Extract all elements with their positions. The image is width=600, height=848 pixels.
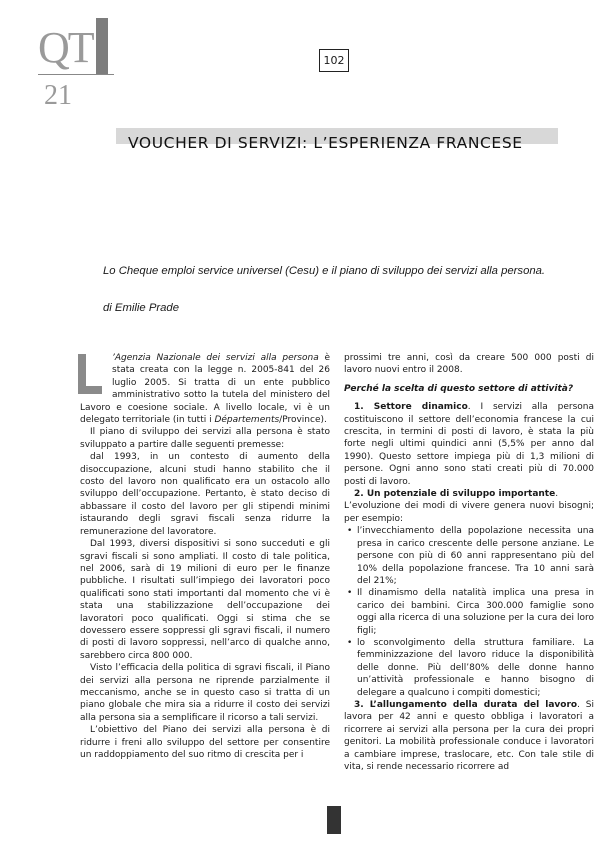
paragraph: L’obiettivo del Piano dei servizi alla persona è di ridurre i freni allo sviluppo del settore per consentire un raddoppiamento del suo ritmo di crescita per i bbox=[80, 725, 330, 760]
article-subtitle: Lo Cheque emploi service universel (Cesu) e il piano di sviluppo dei servizi alla persona. bbox=[103, 265, 546, 277]
dropcap bbox=[78, 354, 108, 396]
list-item: • l’invecchiamento della popolazione necessita una presa in carico crescente delle persone anziane. Le persone con più di 60 anni rappresentano più del 10% della popolazione francese. Tra 10 anni sarà del 21%; bbox=[357, 525, 594, 587]
header-bar-decoration bbox=[96, 18, 108, 74]
numbered-item bbox=[344, 699, 594, 773]
paragraph-text: è stata creata con la legge n. 2005-841 del 26 luglio 2005. Si tratta di un ente pubblico amministrativo sotto la tutela del ministero del Lavoro e coesione sociale. A livello locale, vi è un delegato territoriale (in tutti i bbox=[80, 353, 331, 426]
section-question: Perché la scelta di questo settore di attività? bbox=[344, 383, 574, 394]
text-column-left bbox=[80, 352, 330, 761]
article-author: di Emilie Prade bbox=[103, 302, 179, 314]
item-label: 2. Un potenziale di sviluppo importante bbox=[354, 489, 556, 500]
series-logo: QT bbox=[38, 23, 93, 72]
list-item: • Il dinamismo della natalità implica una presa in carico dei bambini. Circa 300.000 famiglie sono oggi alla ricerca di una soluzione per la cura dei loro figli; bbox=[357, 587, 594, 637]
agency-name: ’Agenzia Nazionale dei servizi alla persona bbox=[112, 353, 319, 363]
article-title: VOUCHER DI SERVIZI: L’ESPERIENZA FRANCESE bbox=[128, 134, 523, 152]
text-column-right bbox=[344, 352, 594, 773]
paragraph: Visto l’efficacia della politica di sgravi fiscali, il Piano dei servizi alla persona ne riprende parzialmente il meccanismo, anche se in questo caso si tratta di un piano globale che mira sia a ridurre il costo dei servizi alla persona sia a semplificare il ricorso a tali servizi. bbox=[80, 663, 330, 723]
paragraph: Dal 1993, diversi dispositivi si sono succeduti e gli sgravi fiscali si sono ampliati. Il costo di tale politica, nel 2006, sarà di 19 milioni di euro per le finanze pubbliche. I risultati sull’impiego dei lavoratori poco qualificati sono stati importanti dal momento che vi è stata una stabilizzazione dell’occupazione dei lavoratori poco qualificati. Oggi si stima che se dovessero essere soppressi gli sgravi fiscali, il numero di posti di lavoro soppressi, nell’arco di qualche anno, sarebbero circa 800 000. bbox=[80, 539, 330, 661]
paragraph: Il piano di sviluppo dei servizi alla persona è stato sviluppato a partire dalle seguenti premesse: bbox=[80, 427, 330, 450]
item-label: 3. L’allungamento della durata del lavoro bbox=[354, 699, 578, 710]
item-text: . I servizi alla persona costituiscono il settore dell’economia francese la cui crescita, in termini di posti di lavoro, è stata la più forte negli ultimi quindici anni (5,5% per anno dal 1990). Questo settore impiega più di 1,3 milioni di persone. Ogni anno sono stati creati più di 70.000 posti di lavoro. bbox=[344, 402, 594, 487]
header-rule bbox=[38, 74, 114, 75]
paragraph bbox=[80, 352, 330, 426]
paragraph: dal 1993, in un contesto di aumento della disoccupazione, alcuni studi hanno stabilito che il costo del lavoro non qualificato era un ostacolo allo sviluppo dell’occupazione. Pertanto, è stato deciso di abbassare il costo del lavoro per gli stipendi minimi istaurando degli sgravi fiscali senza ridurre la remunerazione del lavoratore. bbox=[80, 452, 330, 537]
paragraph: prossimi tre anni, così da creare 500 000 posti di lavoro nuovi entro il 2008. bbox=[344, 353, 594, 376]
paragraph: L’evoluzione dei modi di vivere genera nuovi bisogni; per esempio: bbox=[344, 501, 594, 524]
numbered-item bbox=[344, 401, 594, 488]
list-item: • lo sconvolgimento della struttura familiare. La femminizzazione del lavoro riduce la disponibilità delle donne. Più dell’80% delle donne hanno un’attività professionale e hanno bisogno di delegare a qualcuno i compiti domestici; bbox=[357, 637, 594, 699]
bullet-list bbox=[344, 525, 594, 699]
numbered-item: 2. Un potenziale di sviluppo importante. bbox=[354, 489, 559, 500]
page-number: 102 bbox=[319, 49, 349, 72]
item-text: . Si lavora per 42 anni e questo obbliga i lavoratori a ricorrere ai servizi alla persona per la cura dei propri genitori. La mobilità professionale conduce i lavoratori a cambiare imprese, traslocare, etc. Con tale stile di vita, si rende necessario ricorrere ad bbox=[344, 699, 594, 772]
footer-bar-decoration bbox=[327, 806, 341, 834]
item-label: 1. Settore dinamico bbox=[354, 402, 468, 413]
issue-number: 21 bbox=[44, 80, 72, 111]
departements-term: Départements bbox=[214, 415, 280, 426]
paragraph-text: /Province). bbox=[279, 415, 327, 426]
